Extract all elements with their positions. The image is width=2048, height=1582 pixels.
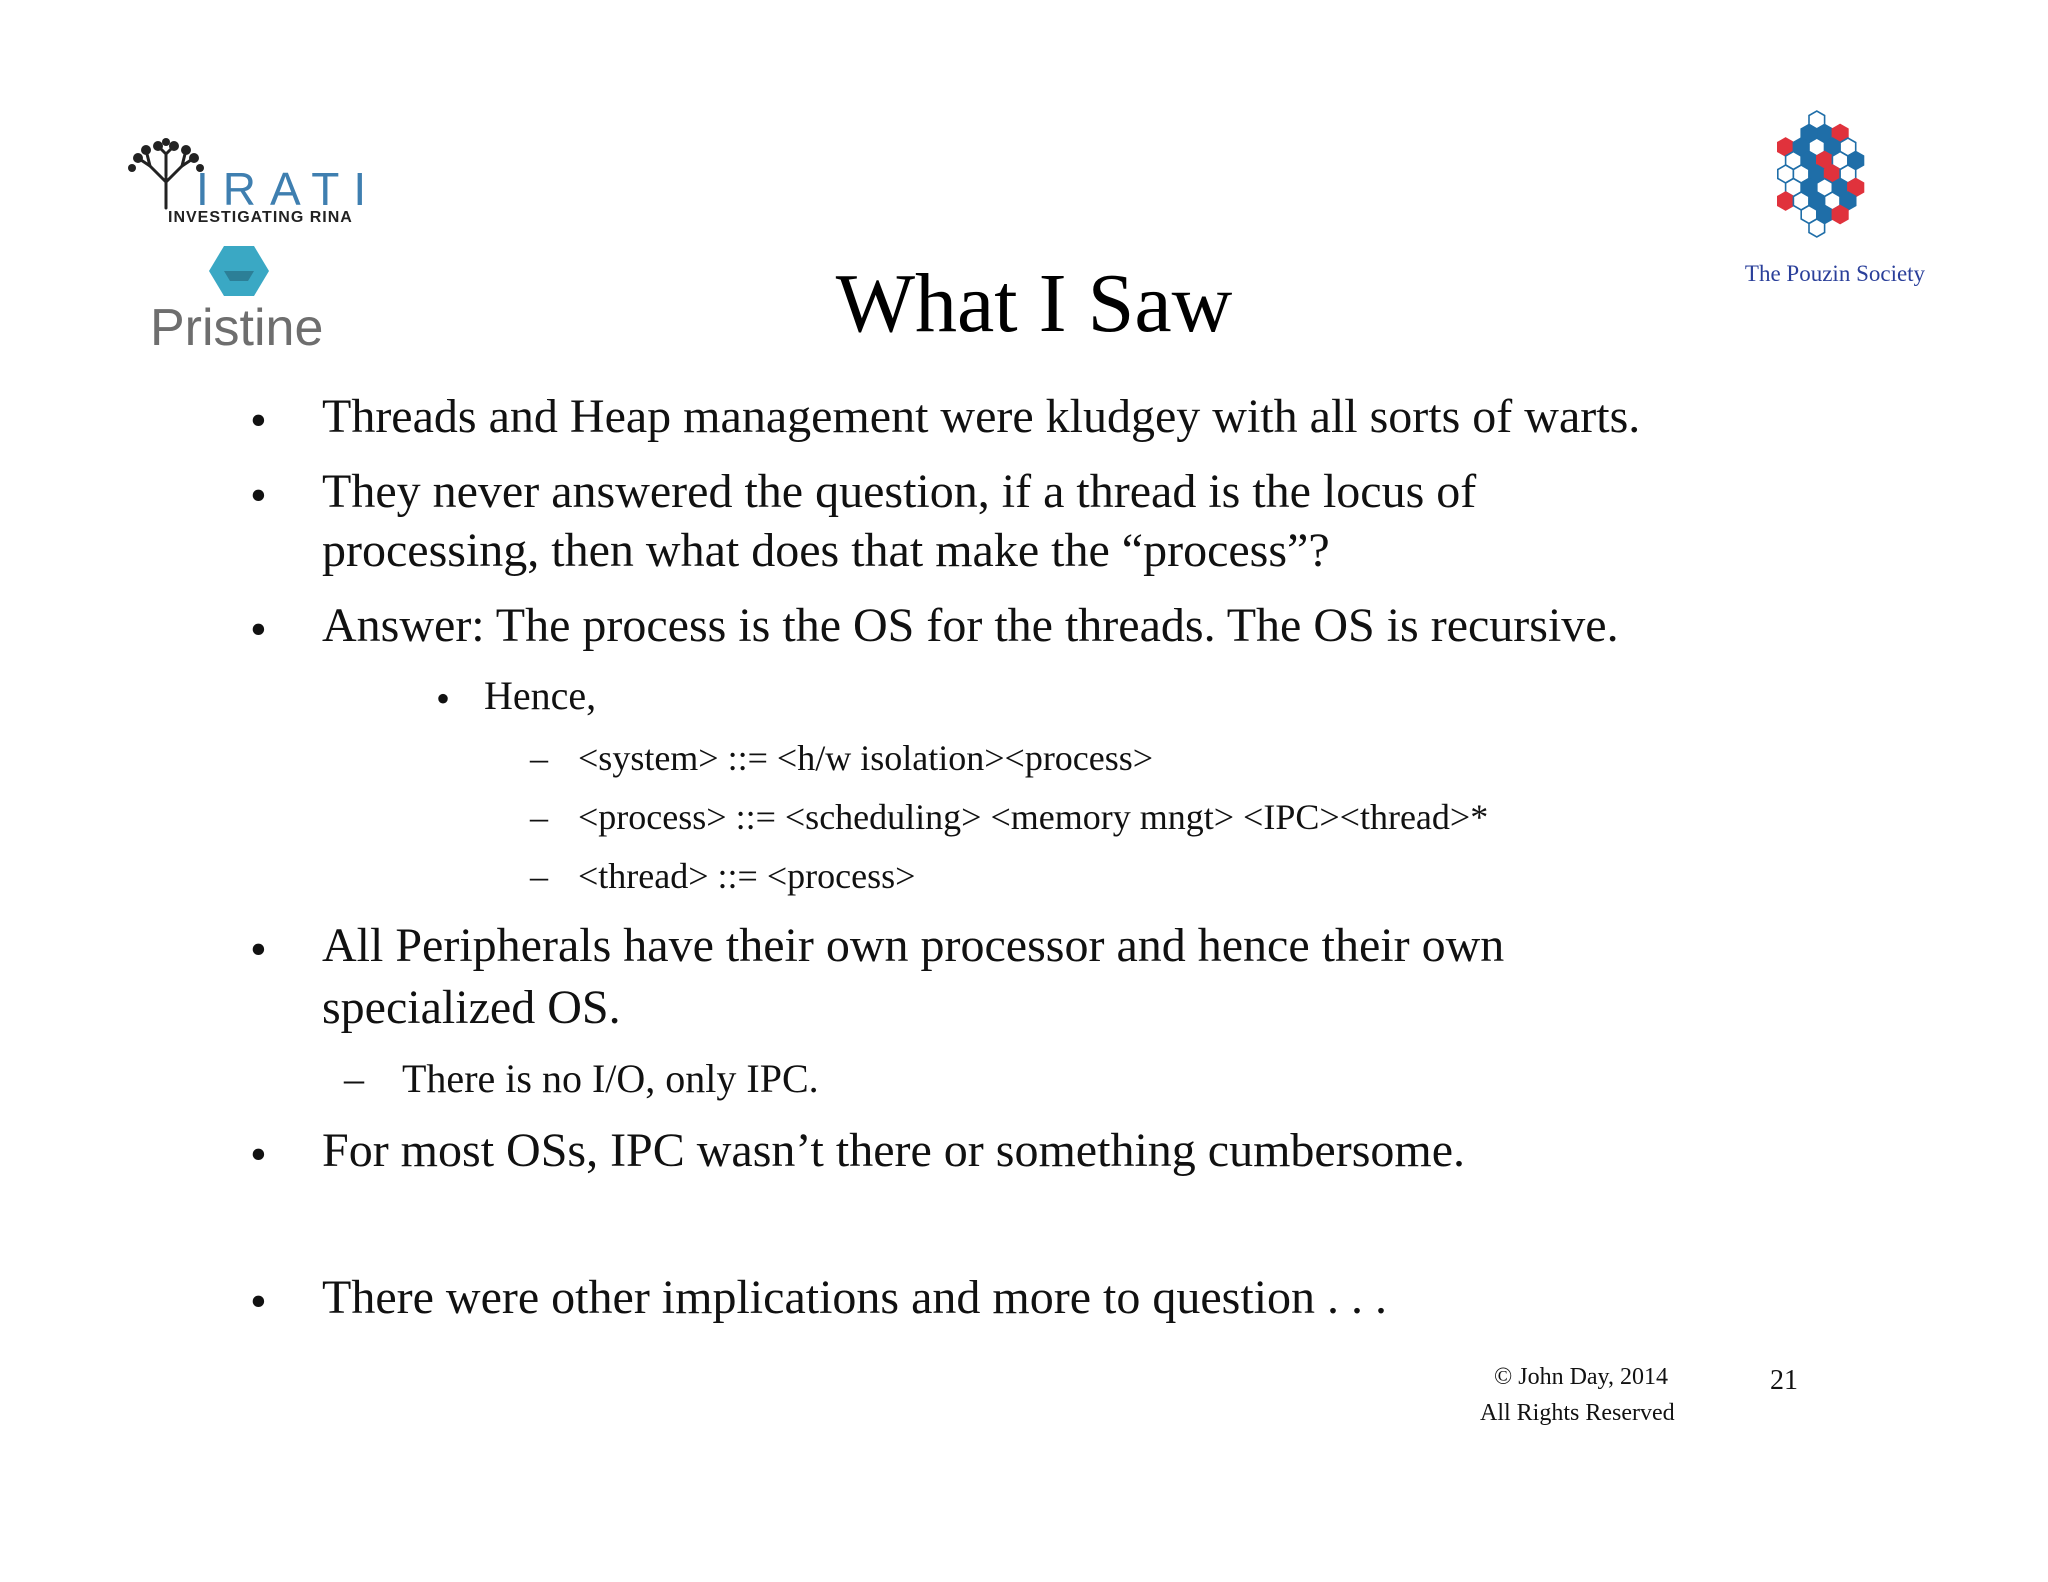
dash-marker: – [344,1056,364,1101]
bullet-marker: • [250,1128,267,1181]
bullet-marker: • [250,603,267,656]
bullet-text-continued: processing, then what does that make the “process”? [322,524,1330,577]
slide-title: What I Saw [835,257,1233,350]
bullet-text: There were other implications and more to question . . . [322,1271,1388,1324]
irati-logo [124,138,394,230]
page-number: 21 [1770,1365,1798,1396]
bullet-marker: • [250,923,267,976]
bullet-text: For most OSs, IPC wasn’t there or something cumbersome. [322,1124,1466,1177]
bullet-text: Answer: The process is the OS for the threads. The OS is recursive. [322,599,1619,652]
dash-marker: – [530,856,548,896]
bullet-text: Threads and Heap management were kludgey with all sorts of warts. [322,390,1641,443]
grammar-rule: <system> ::= <h/w isolation><process> [578,738,1154,778]
pristine-wordmark: Pristine [150,299,324,357]
pouzin-society-label: The Pouzin Society [1744,261,1926,286]
dash-marker: – [530,797,548,837]
dash-marker: – [530,738,548,778]
sub-bullet-marker: • [436,676,451,721]
bullet-marker: • [250,469,267,522]
grammar-rule: <process> ::= <scheduling> <memory mngt> <IPC><thread>* [578,797,1489,837]
bullet-marker: • [250,1275,267,1328]
bullet-marker: • [250,394,267,447]
sub-point-text: There is no I/O, only IPC. [402,1056,819,1101]
bullet-text-continued: specialized OS. [322,981,621,1034]
rights-notice: All Rights Reserved [1480,1400,1675,1426]
sub-bullet-text: Hence, [484,673,597,718]
irati-wordmark: IRATI [196,163,381,215]
hexagon-cluster-icon [1756,108,1904,258]
irati-tagline: INVESTIGATING RINA [168,209,353,226]
copyright-notice: © John Day, 2014 [1494,1364,1668,1390]
grammar-rule: <thread> ::= <process> [578,856,916,896]
bullet-text: All Peripherals have their own processor and hence their own [322,919,1505,972]
hex-cell [1809,219,1825,237]
hex-cell [1832,206,1848,224]
hex-cell [1778,192,1794,210]
bullet-text: They never answered the question, if a thread is the locus of [322,465,1477,518]
